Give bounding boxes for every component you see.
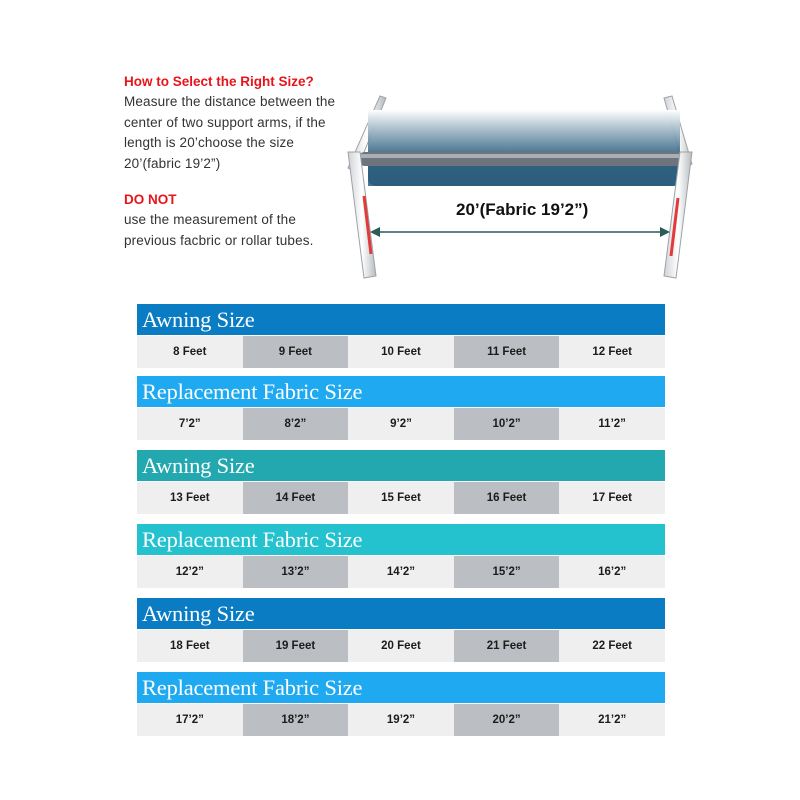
size-cell: 8’2” — [243, 408, 349, 440]
awning-size-table-2 — [137, 450, 665, 514]
size-cell: 21’2” — [559, 704, 665, 736]
size-cell: 19 Feet — [243, 630, 349, 662]
size-cell: 21 Feet — [454, 630, 560, 662]
table-header: Awning Size — [137, 450, 665, 482]
instruction-line: center of two support arms, if the — [124, 114, 326, 130]
size-cell: 15’2” — [454, 556, 560, 588]
size-cell: 13 Feet — [137, 482, 243, 514]
dimension-label: 20’(Fabric 19’2”) — [456, 200, 589, 219]
size-cell: 19’2” — [348, 704, 454, 736]
size-row — [137, 630, 665, 662]
size-cell: 10’2” — [454, 408, 560, 440]
size-row — [137, 336, 665, 368]
size-cell: 9 Feet — [243, 336, 349, 368]
size-cell: 15 Feet — [348, 482, 454, 514]
size-cell: 12’2” — [137, 556, 243, 588]
instruction-line: Measure the distance between the — [124, 94, 336, 109]
size-cell: 17’2” — [137, 704, 243, 736]
warning-line: previous facbric or rollar tubes. — [124, 232, 314, 248]
instruction-line: length is 20’choose the size — [124, 135, 295, 150]
table-header: Replacement Fabric Size — [137, 376, 665, 408]
size-row — [137, 704, 665, 736]
table-header: Awning Size — [137, 598, 665, 630]
size-cell: 11 Feet — [454, 336, 560, 368]
instruction-line: 20’(fabric 19’2”) — [124, 155, 221, 171]
warning-line: use the measurement of the — [124, 212, 296, 227]
size-cell: 7’2” — [137, 408, 243, 440]
size-cell: 22 Feet — [559, 630, 665, 662]
awning-size-table-3 — [137, 598, 665, 662]
size-cell: 14 Feet — [243, 482, 349, 514]
size-cell: 18’2” — [243, 704, 349, 736]
size-instructions — [124, 72, 360, 251]
size-cell: 11’2” — [559, 408, 665, 440]
do-not-heading: DO NOT — [124, 192, 177, 207]
size-cell: 14’2” — [348, 556, 454, 588]
size-cell: 20’2” — [454, 704, 560, 736]
fabric-size-table-1 — [137, 376, 665, 440]
size-cell: 8 Feet — [137, 336, 243, 368]
size-cell: 20 Feet — [348, 630, 454, 662]
awning-measurement-illustration — [340, 92, 700, 287]
size-row — [137, 482, 665, 514]
table-header: Replacement Fabric Size — [137, 524, 665, 556]
size-cell: 16’2” — [559, 556, 665, 588]
fabric-size-table-3 — [137, 672, 665, 736]
table-header: Awning Size — [137, 304, 665, 336]
awning-size-table-1 — [137, 304, 665, 368]
size-row — [137, 556, 665, 588]
size-cell: 17 Feet — [559, 482, 665, 514]
size-row — [137, 408, 665, 440]
size-cell: 16 Feet — [454, 482, 560, 514]
size-cell: 13’2” — [243, 556, 349, 588]
fabric-size-table-2 — [137, 524, 665, 588]
size-cell: 18 Feet — [137, 630, 243, 662]
awning-diagram — [340, 92, 700, 287]
size-cell: 9’2” — [348, 408, 454, 440]
size-cell: 12 Feet — [559, 336, 665, 368]
size-cell: 10 Feet — [348, 336, 454, 368]
table-header: Replacement Fabric Size — [137, 672, 665, 704]
select-size-heading: How to Select the Right Size? — [124, 74, 314, 89]
